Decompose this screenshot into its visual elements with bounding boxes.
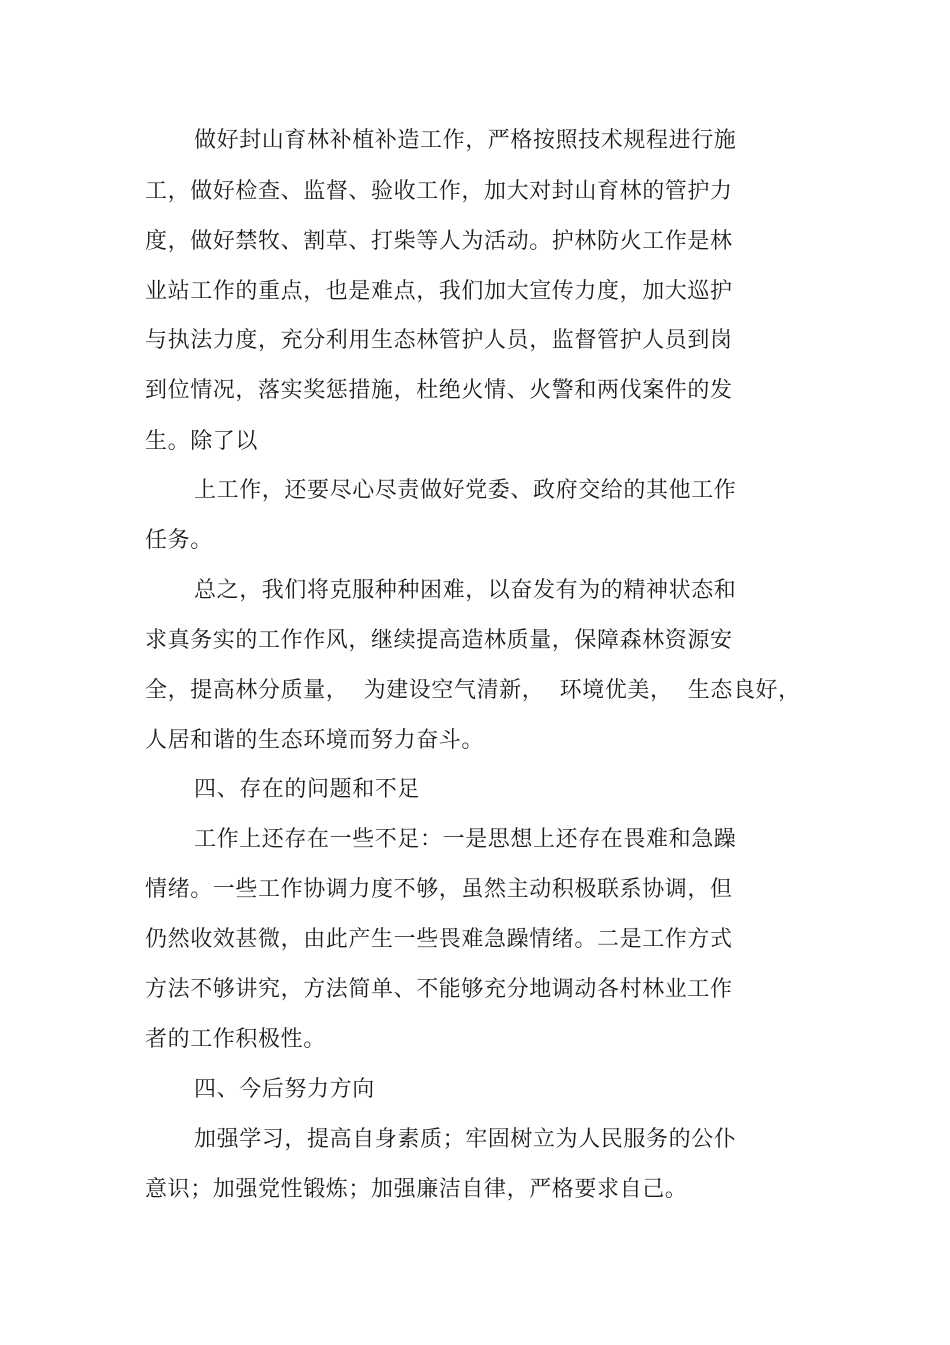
text-line: 情绪。一些工作协调力度不够，虽然主动积极联系协调，但: [145, 877, 733, 902]
section-heading: 四、存在的问题和不足: [194, 777, 421, 802]
text-line: 者的工作积极性。: [145, 1027, 326, 1052]
text-line: 度，做好禁牧、割草、打柴等人为活动。护林防火工作是林: [145, 229, 733, 254]
text-line: 工作上还存在一些不足：一是思想上还存在畏难和急躁: [194, 827, 737, 852]
text-line: 生。除了以: [145, 429, 259, 454]
text-line: 上工作，还要尽心尽责做好党委、政府交给的其他工作: [194, 478, 737, 503]
text-line: 业站工作的重点，也是难点，我们加大宣传力度，加大巡护: [145, 279, 733, 304]
section-heading: 四、今后努力方向: [194, 1077, 375, 1102]
text-line: 意识；加强党性锻炼；加强廉洁自律，严格要求自己。: [145, 1177, 688, 1202]
text-line: 到位情况，落实奖惩措施，杜绝火情、火警和两伐案件的发: [145, 378, 733, 403]
text-line: 做好封山育林补植补造工作，严格按照技术规程进行施: [194, 128, 737, 153]
text-line: 方法不够讲究，方法简单、不能够充分地调动各村林业工作: [145, 977, 733, 1002]
text-line: 与执法力度，充分利用生态林管护人员，监督管护人员到岗: [145, 328, 733, 353]
text-line: 加强学习，提高自身素质；牢固树立为人民服务的公仆: [194, 1127, 737, 1152]
text-line: 工，做好检查、监督、验收工作，加大对封山育林的管护力: [145, 179, 733, 204]
text-line: 求真务实的工作作风，继续提高造林质量，保障森林资源安: [145, 628, 733, 653]
text-line: 全，提高林分质量， 为建设空气清新， 环境优美， 生态良好，: [145, 678, 801, 703]
text-line: 总之，我们将克服种种困难，以奋发有为的精神状态和: [194, 578, 737, 603]
text-line: 人居和谐的生态环境而努力奋斗。: [145, 728, 485, 753]
text-line: 仍然收效甚微，由此产生一些畏难急躁情绪。二是工作方式: [145, 927, 733, 952]
text-line: 任务。: [145, 528, 213, 553]
